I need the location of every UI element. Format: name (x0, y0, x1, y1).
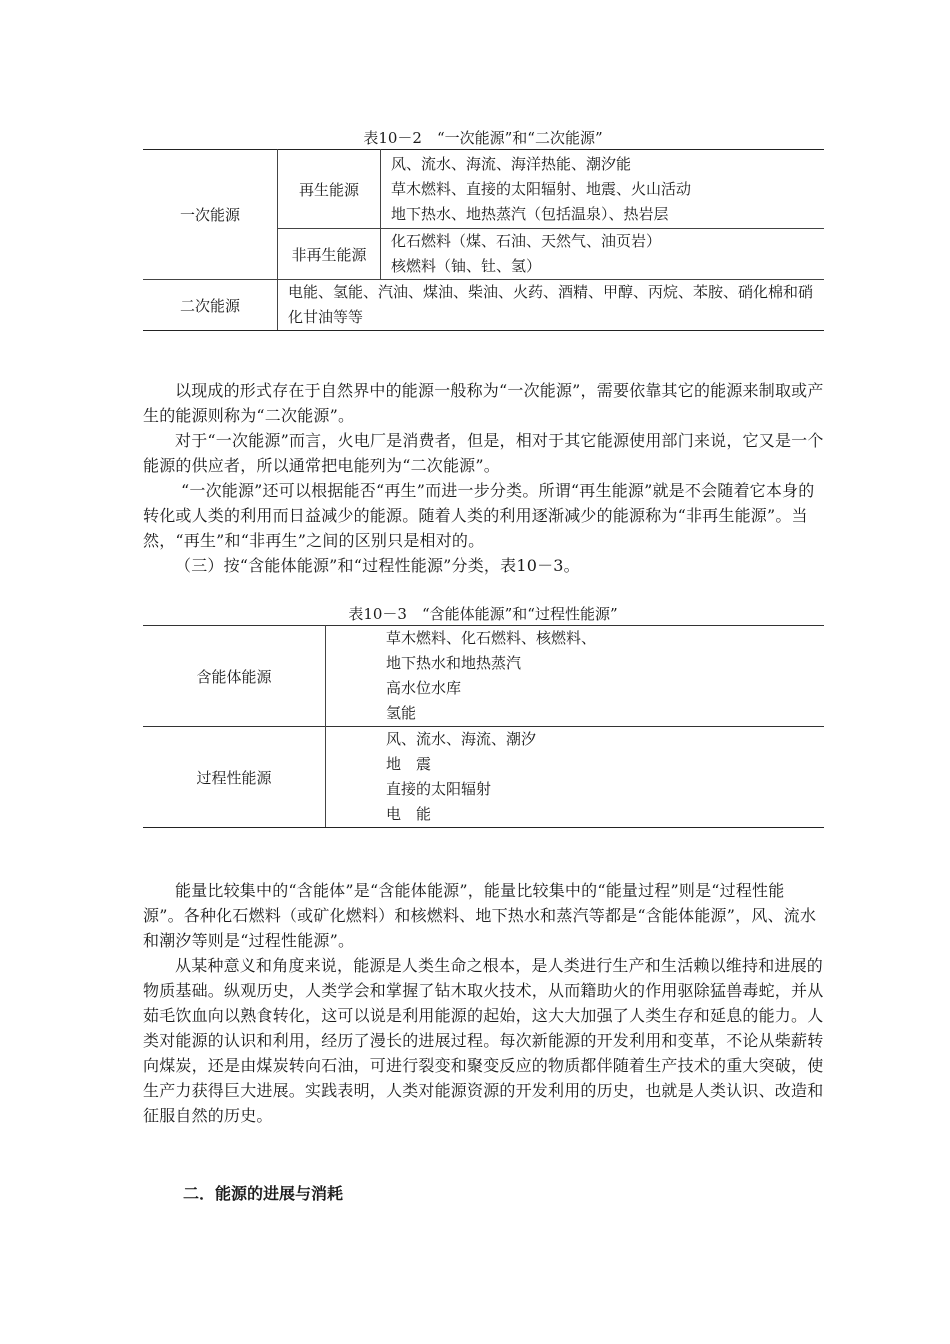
renewable-items (381, 150, 825, 229)
paragraph: 从某种意义和角度来说，能源是人类生命之根本，是人类进行生产和生活赖以维持和进展的物质基础。纵观历史，人类学会和掌握了钻木取火技术，从而籍助火的作用驱除猛兽毒蛇，并从茹毛饮血向以熟食转化，这可以说是利用能源的起始，这大大加强了人类生存和延息的能力。人类对能源的认识和利用，经历了漫长的进展过程。每次新能源的开发利用和变革，不论从柴薪转向煤炭，还是由煤炭转向石油，可进行裂变和聚变反应的物质都伴随着生产技术的重大突破，使生产力获得巨大进展。实践表明，人类对能源资源的开发利用的历史，也就是人类认识、改造和征服自然的历史。 (143, 956, 824, 1125)
renewable-item: 草木燃料、直接的太阳辐射、地震、火山活动 (391, 179, 692, 198)
process-energy-label: 过程性能源 (143, 727, 326, 828)
table1-caption: 表10－2 “一次能源”和“二次能源” (363, 129, 603, 147)
renewable-energy-label: 再生能源 (278, 150, 381, 229)
paragraph: 对于“一次能源”而言，火电厂是消费者，但是，相对于其它能源使用部门来说，它又是一个能源的供应者，所以通常把电能列为“二次能源”。 (143, 431, 824, 475)
carrier-item: 地下热水和地热蒸汽 (386, 654, 522, 672)
table2-caption: 表10－3 “含能体能源”和“过程性能源” (348, 605, 618, 623)
paragraph: 以现成的形式存在于自然界中的能源一般称为“一次能源”，需要依靠其它的能源来制取或产生的能源则称为“二次能源”。 (143, 381, 824, 425)
process-item: 风、流水、海流、潮汐 (386, 730, 537, 748)
renewable-item: 风、流水、海流、海洋热能、潮汐能 (391, 154, 632, 173)
carrier-item: 氢能 (386, 704, 417, 722)
process-energy-items (326, 727, 825, 828)
secondary-energy-items: 电能、氢能、汽油、煤油、柴油、火药、酒精、甲醇、丙烷、苯胺、硝化棉和硝化甘油等等 (278, 280, 825, 331)
table-energy-carrier-process (143, 625, 824, 828)
process-item: 直接的太阳辐射 (386, 780, 492, 798)
renewable-item: 地下热水、地热蒸汽（包括温泉）、热岩层 (391, 204, 669, 223)
paragraph: （三）按“含能体能源”和“过程性能源”分类，表10－3。 (175, 556, 580, 575)
nonrenewable-items (381, 229, 825, 280)
secondary-energy-label: 二次能源 (143, 280, 278, 331)
paragraph: 能量比较集中的“含能体”是“含能体能源”，能量比较集中的“能量过程”则是“过程性能源”。各种化石燃料（或矿化燃料）和核燃料、地下热水和蒸汽等都是“含能体能源”，风、流水和潮汐等则是“过程性能源”。 (143, 881, 817, 950)
energy-carrier-items (326, 626, 825, 727)
section-heading: 二．能源的进展与消耗 (183, 1184, 344, 1203)
nonrenewable-energy-label: 非再生能源 (278, 229, 381, 280)
process-item: 电 能 (386, 805, 432, 823)
nonrenewable-item: 化石燃料（煤、石油、天然气、油页岩） (391, 232, 662, 250)
nonrenewable-item: 核燃料（铀、钍、氢） (391, 257, 542, 275)
process-item: 地 震 (386, 755, 432, 773)
carrier-item: 草木燃料、化石燃料、核燃料、 (386, 629, 597, 647)
primary-energy-label: 一次能源 (143, 150, 278, 280)
paragraph: “一次能源”还可以根据能否“再生”而进一步分类。所谓“再生能源”就是不会随着它本身的转化或人类的利用而日益减少的能源。随着人类的利用逐渐减少的能源称为“非再生能源”。当然，“再生”和“非再生”之间的区别只是相对的。 (143, 481, 815, 550)
table-primary-secondary-energy (143, 149, 824, 331)
carrier-item: 高水位水库 (386, 679, 462, 697)
energy-carrier-label: 含能体能源 (143, 626, 326, 727)
